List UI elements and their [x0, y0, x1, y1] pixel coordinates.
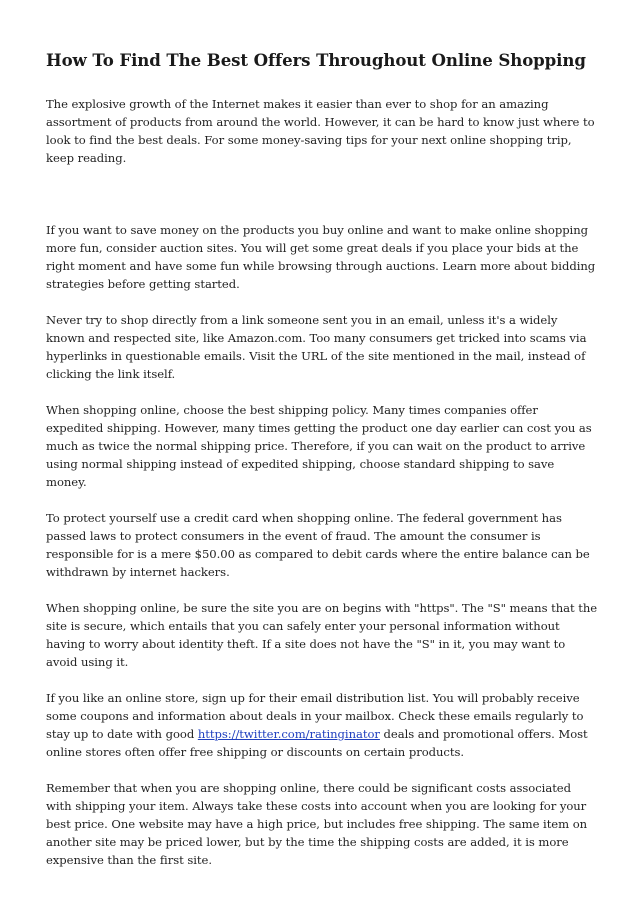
paragraph-shipping-policy: When shopping online, choose the best shipping policy. Many times companies offer expedited shipping. However, many times getting the product one day earlier can cost you as much as twice the normal shipping price. Therefore, if you can wait on the product to arrive using normal shipping instead of expedited shipping, choose standard shipping to save money.	[46, 403, 592, 489]
paragraph-email-links: Never try to shop directly from a link someone sent you in an email, unless it's a widely known and respected site, like Amazon.com. Too many consumers get tricked into scams via hyperlinks in questionable emails. Visit the URL of the site mentioned in the mail, instead of clicking the link itself.	[46, 313, 587, 381]
twitter-link[interactable]: https://twitter.com/ratinginator	[197, 727, 380, 741]
document-page	[46, 48, 598, 887]
page-title: How To Find The Best Offers Throughout Online Shopping	[46, 50, 586, 70]
paragraph-shipping-costs: Remember that when you are shopping online, there could be significant costs associated with shipping your item. Always take these costs into account when you are looking for your best price. One website may have a high price, but includes free shipping. The same item on another site may be priced lower, but by the time the shipping costs are added, it is more expensive than the first site.	[46, 781, 588, 867]
paragraph-credit-card: To protect yourself use a credit card when shopping online. The federal government has passed laws to protect consumers in the event of fraud. The amount the consumer is responsible for is a mere $50.00 as compared to debit cards where the entire balance can be withdrawn by internet hackers.	[46, 511, 590, 579]
paragraph-https: When shopping online, be sure the site you are on begins with "https". The "S" means that the site is secure, which entails that you can safely enter your personal information without having to worry about identity theft. If a site does not have the "S" in it, you may want to avoid using it.	[46, 601, 598, 669]
paragraph-email-list	[46, 689, 598, 761]
paragraph-auction-sites: If you want to save money on the products you buy online and want to make online shopping more fun, consider auction sites. You will get some great deals if you place your bids at the right moment and have some fun while browsing through auctions. Learn more about bidding strategies before getting started.	[46, 223, 596, 291]
paragraph-intro: The explosive growth of the Internet makes it easier than ever to shop for an amazing assortment of products from around the world. However, it can be hard to know just where to look to find the best deals. For some money-saving tips for your next online shopping trip, keep reading.	[46, 97, 595, 165]
paragraph-email-list-text-before: If you like an online store, sign up for their email distribution list. You will probably receive some coupons and information about deals in your mailbox. Check these emails regularly to stay up to date with good	[46, 691, 584, 741]
paragraph-email-list-text-after: deals and promotional offers. Most online stores often offer free shipping or discounts on certain products.	[46, 727, 588, 759]
